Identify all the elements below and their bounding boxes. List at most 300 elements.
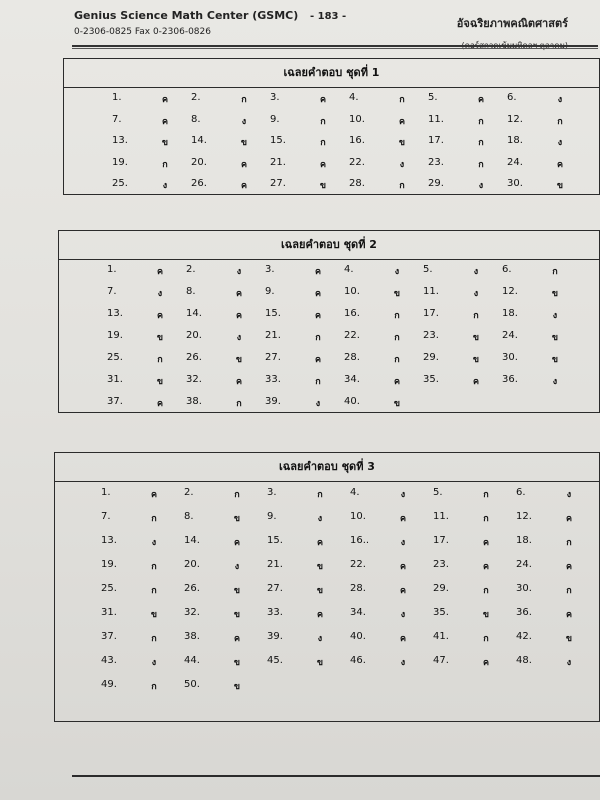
answer-choice: ค: [240, 181, 248, 191]
answer-item: [344, 352, 422, 372]
answer-item: [184, 535, 262, 555]
answer-choice: ค: [472, 377, 480, 387]
answer-choice: ง: [317, 634, 323, 644]
question-number: 1.: [101, 487, 111, 498]
answer-choice: ข: [472, 333, 480, 343]
answer-item: [344, 374, 422, 394]
answer-item: [267, 607, 345, 627]
answer-choice: ก: [236, 399, 242, 409]
answer-item: [112, 178, 190, 198]
answer-item: [184, 583, 262, 603]
question-number: 15.: [267, 535, 283, 546]
question-number: 16.: [349, 135, 365, 146]
question-number: 40.: [350, 631, 366, 642]
question-number: 26.: [184, 583, 200, 594]
answer-item: [423, 330, 501, 350]
question-number: 24.: [502, 330, 518, 341]
question-number: 29.: [428, 178, 444, 189]
answer-item: [101, 631, 179, 651]
answer-choice: ข: [393, 399, 401, 409]
answer-choice: ข: [316, 658, 324, 668]
answer-item: [184, 607, 262, 627]
question-number: 37.: [101, 631, 117, 642]
question-number: 7.: [112, 113, 122, 125]
answer-item: [265, 308, 343, 328]
answer-item: [349, 157, 427, 177]
answer-choice: ข: [233, 682, 241, 692]
answer-item: [270, 157, 348, 177]
answer-item: [191, 135, 269, 155]
answer-choice: ค: [556, 159, 564, 170]
answer-choice: ค: [156, 311, 164, 321]
answer-item: [186, 286, 264, 306]
answer-choice: ค: [398, 116, 406, 127]
question-number: 21.: [267, 559, 283, 570]
answer-item: [349, 135, 427, 155]
answer-item: [112, 157, 190, 177]
answer-item: [502, 374, 580, 394]
answer-choice: ง: [400, 658, 406, 668]
answer-choice: ก: [566, 586, 572, 596]
question-number: 9.: [267, 511, 277, 522]
question-number: 50.: [184, 679, 200, 690]
set-2-title: เฉลยคำตอบ ชุดที่ 2: [59, 231, 599, 260]
question-number: 42.: [516, 631, 532, 642]
question-number: 49.: [101, 679, 117, 690]
answer-choice: ข: [482, 610, 490, 620]
question-number: 7.: [107, 286, 117, 297]
question-number: 29.: [433, 583, 449, 594]
question-number: 19.: [112, 156, 128, 168]
question-number: 20.: [184, 559, 200, 570]
answer-choice: ก: [483, 490, 489, 500]
answer-choice: ค: [314, 267, 322, 277]
question-number: 48.: [516, 655, 532, 666]
question-number: 14.: [191, 135, 207, 146]
answer-item: [516, 559, 594, 579]
question-number: 31.: [107, 374, 123, 385]
answer-item: [112, 114, 190, 134]
question-number: 44.: [184, 655, 200, 666]
answer-item: [267, 655, 345, 675]
answer-choice: ก: [557, 116, 563, 127]
question-number: 5.: [428, 92, 438, 103]
answer-item: [502, 286, 580, 306]
answer-choice: ง: [317, 514, 323, 524]
answer-choice: ง: [234, 562, 240, 572]
answer-choice: ค: [319, 95, 327, 105]
answer-choice: ก: [394, 355, 400, 365]
answer-choice: ง: [400, 490, 406, 500]
answer-choice: ก: [234, 490, 240, 500]
answer-choice: ก: [151, 634, 157, 644]
question-number: 24.: [507, 156, 523, 168]
answer-item: [344, 264, 422, 284]
answer-item: [349, 178, 427, 198]
answer-choice: ค: [235, 311, 243, 321]
answer-item: [101, 583, 179, 603]
answer-choice: ก: [394, 333, 400, 343]
answer-item: [507, 114, 585, 134]
question-number: 37.: [107, 396, 123, 407]
answer-item: [107, 330, 185, 350]
question-number: 13.: [107, 308, 123, 319]
answer-item: [344, 308, 422, 328]
question-number: 13.: [112, 135, 128, 146]
answer-item: [428, 178, 506, 198]
answer-choice: ก: [399, 95, 405, 105]
question-number: 3.: [267, 487, 277, 498]
answer-choice: ก: [151, 514, 157, 524]
answer-item: [191, 114, 269, 134]
question-number: 27.: [265, 352, 281, 363]
question-number: 8.: [186, 286, 196, 297]
answer-choice: ค: [150, 490, 158, 500]
question-number: 30.: [516, 583, 532, 594]
answer-item: [101, 559, 179, 579]
question-number: 11.: [428, 113, 444, 125]
question-number: 21.: [265, 330, 281, 341]
answer-choice: ค: [314, 355, 322, 365]
answer-item: [186, 308, 264, 328]
question-number: 32.: [186, 374, 202, 385]
answer-choice: ข: [319, 181, 327, 191]
answer-choice: ค: [161, 95, 169, 105]
answer-choice: ค: [477, 95, 485, 105]
answer-choice: ง: [399, 159, 405, 170]
answer-choice: ก: [151, 682, 157, 692]
answer-item: [191, 92, 269, 112]
answer-item: [270, 114, 348, 134]
answer-choice: ก: [151, 562, 157, 572]
answer-choice: ข: [551, 289, 559, 299]
answer-item: [516, 607, 594, 627]
answer-choice: ง: [162, 181, 168, 191]
answer-choice: ข: [150, 610, 158, 620]
answer-choice: ค: [399, 634, 407, 644]
answer-choice: ง: [315, 399, 321, 409]
answer-item: [267, 583, 345, 603]
answer-choice: ก: [566, 538, 572, 548]
question-number: 4.: [344, 264, 354, 275]
answer-choice: ก: [483, 586, 489, 596]
question-number: 38.: [186, 396, 202, 407]
question-number: 34.: [344, 374, 360, 385]
answer-choice: ค: [161, 116, 169, 127]
answer-choice: ค: [319, 159, 327, 170]
question-number: 40.: [344, 396, 360, 407]
question-number: 18.: [507, 135, 523, 146]
question-number: 29.: [423, 352, 439, 363]
answer-choice: ค: [314, 289, 322, 299]
answer-choice: ง: [566, 490, 572, 500]
question-number: 25.: [107, 352, 123, 363]
answer-choice: ก: [478, 116, 484, 127]
answer-choice: ก: [241, 95, 247, 105]
answer-choice: ข: [565, 634, 573, 644]
answer-choice: ค: [482, 562, 490, 572]
answer-choice: ค: [240, 159, 248, 170]
question-number: 20.: [191, 156, 207, 168]
answer-item: [502, 352, 580, 372]
answer-item: [502, 330, 580, 350]
answer-item: [344, 330, 422, 350]
answer-choice: ก: [320, 138, 326, 148]
question-number: 47.: [433, 655, 449, 666]
answer-choice: ก: [552, 267, 558, 277]
answer-item: [265, 330, 343, 350]
answer-choice: ข: [240, 138, 248, 148]
question-number: 22.: [344, 330, 360, 341]
question-number: 36.: [502, 374, 518, 385]
answer-choice: ก: [162, 159, 168, 170]
question-number: 10.: [350, 511, 366, 522]
answer-item: [267, 535, 345, 555]
answer-item: [350, 607, 428, 627]
answer-item: [186, 352, 264, 372]
answer-item: [101, 535, 179, 555]
answer-choice: ง: [400, 610, 406, 620]
answer-item: [433, 607, 511, 627]
answer-key-set-3: [54, 452, 600, 722]
question-number: 5.: [423, 264, 433, 275]
question-number: 17.: [428, 135, 444, 146]
answer-choice: ง: [473, 289, 479, 299]
answer-choice: ก: [473, 311, 479, 321]
answer-item: [433, 511, 511, 531]
answer-item: [186, 396, 264, 416]
question-number: 23.: [433, 559, 449, 570]
answer-choice: ค: [156, 267, 164, 277]
answer-choice: ค: [235, 289, 243, 299]
question-number: 12.: [502, 286, 518, 297]
answer-item: [433, 655, 511, 675]
answer-choice: ก: [399, 181, 405, 191]
answer-item: [107, 286, 185, 306]
answer-item: [423, 352, 501, 372]
answer-item: [423, 308, 501, 328]
question-number: 4.: [349, 92, 359, 103]
answer-item: [516, 535, 594, 555]
answer-item: [101, 655, 179, 675]
question-number: 1.: [107, 264, 117, 275]
answer-choice: ค: [482, 658, 490, 668]
answer-item: [428, 92, 506, 112]
answer-item: [267, 631, 345, 651]
answer-item: [112, 92, 190, 112]
answer-item: [433, 583, 511, 603]
answer-item: [101, 487, 179, 507]
answer-item: [184, 631, 262, 651]
answer-item: [191, 178, 269, 198]
question-number: 5.: [433, 487, 443, 498]
answer-item: [270, 92, 348, 112]
answer-item: [186, 330, 264, 350]
question-number: 3.: [270, 92, 280, 103]
answer-item: [350, 655, 428, 675]
answer-item: [265, 374, 343, 394]
question-number: 35.: [423, 374, 439, 385]
answer-item: [267, 559, 345, 579]
answer-choice: ค: [233, 634, 241, 644]
answer-item: [516, 583, 594, 603]
question-number: 27.: [267, 583, 283, 594]
answer-item: [344, 396, 422, 416]
subject-title: อัจฉริยภาพคณิตศาสตร์: [456, 17, 568, 30]
answer-item: [107, 264, 185, 284]
answer-choice: ค: [156, 399, 164, 409]
answer-item: [184, 511, 262, 531]
answer-item: [502, 264, 580, 284]
question-number: 26.: [186, 352, 202, 363]
answer-choice: ง: [236, 333, 242, 343]
answer-item: [349, 114, 427, 134]
answer-item: [507, 178, 585, 198]
question-number: 10.: [349, 113, 365, 125]
answer-item: [101, 607, 179, 627]
question-number: 14.: [184, 535, 200, 546]
answer-item: [507, 135, 585, 155]
question-number: 33.: [267, 607, 283, 618]
question-number: 22.: [350, 559, 366, 570]
answer-choice: ค: [482, 538, 490, 548]
answer-item: [107, 374, 185, 394]
answer-choice: ง: [400, 538, 406, 548]
answer-item: [350, 535, 428, 555]
question-number: 20.: [186, 330, 202, 341]
answer-choice: ค: [393, 377, 401, 387]
answer-choice: ก: [315, 377, 321, 387]
answer-item: [186, 264, 264, 284]
header-rule: [72, 45, 598, 47]
answer-item: [184, 679, 262, 699]
answer-choice: ข: [233, 586, 241, 596]
center-name: Genius Science Math Center (GSMC): [74, 9, 299, 22]
question-number: 12.: [507, 113, 523, 125]
answer-item: [428, 135, 506, 155]
answer-choice: ข: [235, 355, 243, 365]
question-number: 17.: [433, 535, 449, 546]
answer-choice: ข: [316, 562, 324, 572]
question-number: 9.: [270, 113, 280, 125]
answer-choice: ง: [473, 267, 479, 277]
answer-item: [101, 511, 179, 531]
answer-choice: ง: [157, 289, 163, 299]
answer-item: [516, 487, 594, 507]
question-number: 3.: [265, 264, 275, 275]
question-number: 25.: [101, 583, 117, 594]
answer-item: [423, 264, 501, 284]
answer-item: [433, 535, 511, 555]
answer-choice: ก: [394, 311, 400, 321]
answer-item: [350, 559, 428, 579]
answer-item: [350, 487, 428, 507]
question-number: 39.: [267, 631, 283, 642]
question-number: 38.: [184, 631, 200, 642]
answer-choice: ง: [552, 377, 558, 387]
answer-item: [349, 92, 427, 112]
question-number: 4.: [350, 487, 360, 498]
answer-choice: ค: [399, 586, 407, 596]
question-number: 45.: [267, 655, 283, 666]
question-number: 34.: [350, 607, 366, 618]
answer-choice: ค: [565, 562, 573, 572]
answer-choice: ข: [551, 355, 559, 365]
answer-item: [184, 559, 262, 579]
answer-choice: ก: [317, 490, 323, 500]
answer-item: [107, 352, 185, 372]
question-number: 6.: [502, 264, 512, 275]
question-number: 23.: [428, 156, 444, 168]
answer-item: [186, 374, 264, 394]
answer-item: [350, 631, 428, 651]
answer-item: [428, 157, 506, 177]
answer-item: [423, 286, 501, 306]
answer-choice: ค: [565, 514, 573, 524]
answer-key-set-1: [63, 58, 600, 195]
answer-choice: ง: [241, 116, 247, 127]
set-3-title: เฉลยคำตอบ ชุดที่ 3: [55, 453, 599, 482]
answer-item: [265, 396, 343, 416]
answer-item: [270, 135, 348, 155]
question-number: 35.: [433, 607, 449, 618]
answer-choice: ข: [393, 289, 401, 299]
answer-item: [107, 308, 185, 328]
question-number: 26.: [191, 178, 207, 189]
answer-choice: ข: [316, 586, 324, 596]
answer-choice: ง: [566, 658, 572, 668]
answer-choice: ก: [315, 333, 321, 343]
answer-item: [112, 135, 190, 155]
question-number: 15.: [265, 308, 281, 319]
contact-line: 0-2306-0825 Fax 0-2306-0826: [74, 27, 211, 37]
answer-choice: ก: [483, 634, 489, 644]
question-number: 16..: [350, 535, 370, 546]
question-number: 43.: [101, 655, 117, 666]
question-number: 27.: [270, 178, 286, 189]
answer-item: [433, 487, 511, 507]
question-number: 33.: [265, 374, 281, 385]
answer-item: [516, 631, 594, 651]
page-number: - 183 -: [310, 11, 347, 22]
answer-choice: ค: [316, 610, 324, 620]
question-number: 18.: [502, 308, 518, 319]
question-number: 46.: [350, 655, 366, 666]
answer-item: [507, 157, 585, 177]
answer-item: [107, 396, 185, 416]
answer-item: [433, 559, 511, 579]
question-number: 28.: [344, 352, 360, 363]
answer-item: [184, 655, 262, 675]
answer-choice: ง: [151, 658, 157, 668]
question-number: 11.: [423, 286, 439, 297]
question-number: 31.: [101, 607, 117, 618]
answer-item: [433, 631, 511, 651]
answer-item: [267, 487, 345, 507]
question-number: 2.: [184, 487, 194, 498]
answer-item: [184, 487, 262, 507]
answer-choice: ข: [233, 658, 241, 668]
answer-choice: ข: [472, 355, 480, 365]
answer-choice: ค: [235, 377, 243, 387]
question-number: 24.: [516, 559, 532, 570]
answer-choice: ข: [233, 514, 241, 524]
answer-choice: ข: [156, 333, 164, 343]
question-number: 14.: [186, 308, 202, 319]
answer-choice: ก: [320, 116, 326, 127]
question-number: 7.: [101, 511, 111, 522]
answer-choice: ข: [233, 610, 241, 620]
